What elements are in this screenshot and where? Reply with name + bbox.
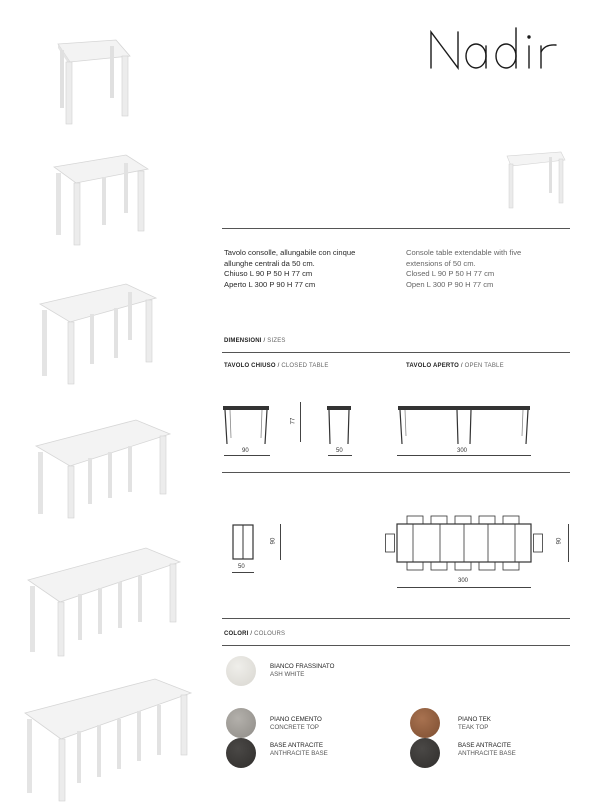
sizes-heading [224, 338, 286, 344]
plan-depth-vline [280, 524, 281, 560]
description-it-line-3: Chiuso L 90 P 50 H 77 cm [224, 269, 313, 278]
swatch-concrete-top [226, 708, 256, 738]
sizes-rule [222, 352, 570, 353]
brand-logo [428, 20, 578, 80]
colour-concrete-top-it: PIANO CEMENTO [270, 716, 322, 723]
description-it-line-4: Aperto L 300 P 90 H 77 cm [224, 279, 316, 289]
open-plan-width-dimension: 300 [458, 578, 469, 584]
plan-depth-hline [232, 572, 254, 573]
colour-concrete-top [270, 716, 322, 732]
colour-teak-top [458, 716, 491, 732]
colours-heading-en: COLOURS [254, 631, 286, 637]
open-front-elevation [397, 402, 531, 448]
height-dimension: 77 [290, 417, 297, 425]
open-table-label-sep: / [459, 363, 465, 369]
colours-heading-it: COLORI [224, 631, 249, 637]
description-en-line-4: Open L 300 P 90 H 77 cm [406, 279, 494, 289]
colours-heading-sep: / [248, 631, 255, 637]
closed-depth-line [328, 455, 352, 456]
closed-depth-dimension: 50 [336, 448, 343, 454]
colour-anthracite-base-1-it: BASE ANTRACITE [270, 742, 323, 749]
colours-heading [224, 631, 285, 637]
colours-rule [222, 645, 570, 646]
elevation-rule [222, 472, 570, 473]
description-en-line-3: Closed L 90 P 50 H 77 cm [406, 269, 495, 278]
plan-rule [222, 618, 570, 619]
open-plan-depth-vline [568, 524, 569, 562]
description-it-line-1: Tavolo consolle, allungabile con cinque [224, 248, 356, 257]
description-en-line-2: extensions of 50 cm. [406, 258, 476, 268]
open-table-label-en: OPEN TABLE [464, 363, 504, 369]
colour-anthracite-base-2-it: BASE ANTRACITE [458, 742, 511, 749]
colour-concrete-top-en: CONCRETE TOP [270, 724, 319, 731]
photo-table-four-extensions [20, 540, 185, 660]
closed-table-thumbnail [505, 150, 567, 212]
colour-teak-top-it: PIANO TEK [458, 716, 491, 723]
sizes-heading-en: SIZES [267, 338, 286, 344]
open-plan-width-line [397, 587, 531, 588]
open-table-label-it: TAVOLO APERTO [406, 363, 460, 369]
photo-table-two-extensions [30, 270, 170, 390]
colour-ash-white [270, 663, 334, 679]
height-dimension-line [300, 402, 301, 442]
description-it-line-2: allunghe centrali da 50 cm. [224, 258, 315, 268]
colour-anthracite-base-2 [458, 742, 516, 758]
sizes-heading-sep: / [261, 338, 268, 344]
colour-ash-white-en: ASH WHITE [270, 671, 305, 678]
photo-table-three-extensions [28, 410, 178, 525]
closed-table-label-en: CLOSED TABLE [281, 363, 329, 369]
photo-table-closed [30, 30, 140, 135]
open-width-line [397, 455, 531, 456]
closed-width-line [224, 455, 270, 456]
colour-anthracite-base-1 [270, 742, 328, 758]
plan-width-dimension: 90 [270, 537, 277, 545]
colour-anthracite-base-2-en: ANTHRACITE BASE [458, 750, 516, 757]
open-table-label [406, 363, 504, 369]
colour-anthracite-base-1-en: ANTHRACITE BASE [270, 750, 328, 757]
photo-table-fully-open [15, 665, 195, 805]
plan-depth-dimension: 50 [238, 564, 245, 570]
open-plan-view [385, 514, 543, 574]
closed-table-label-it: TAVOLO CHIUSO [224, 363, 276, 369]
swatch-ash-white [226, 656, 256, 686]
closed-width-dimension: 90 [242, 448, 249, 454]
colour-ash-white-it: BIANCO FRASSINATO [270, 663, 335, 670]
swatch-anthracite-base-2 [410, 738, 440, 768]
sizes-heading-it: DIMENSIONI [224, 338, 262, 344]
closed-side-elevation [326, 402, 352, 448]
closed-table-label-sep: / [275, 363, 282, 369]
swatch-teak-top [410, 708, 440, 738]
open-width-dimension: 300 [457, 448, 468, 454]
photo-table-one-extension [40, 145, 160, 250]
swatch-anthracite-base-1 [226, 738, 256, 768]
colour-teak-top-en: TEAK TOP [458, 724, 489, 731]
closed-front-elevation [222, 402, 270, 448]
top-rule [222, 228, 570, 229]
closed-plan-view [232, 524, 254, 560]
open-plan-depth-dimension: 90 [556, 537, 563, 545]
closed-table-label [224, 363, 329, 369]
description-en-line-1: Console table extendable with five [406, 248, 522, 257]
